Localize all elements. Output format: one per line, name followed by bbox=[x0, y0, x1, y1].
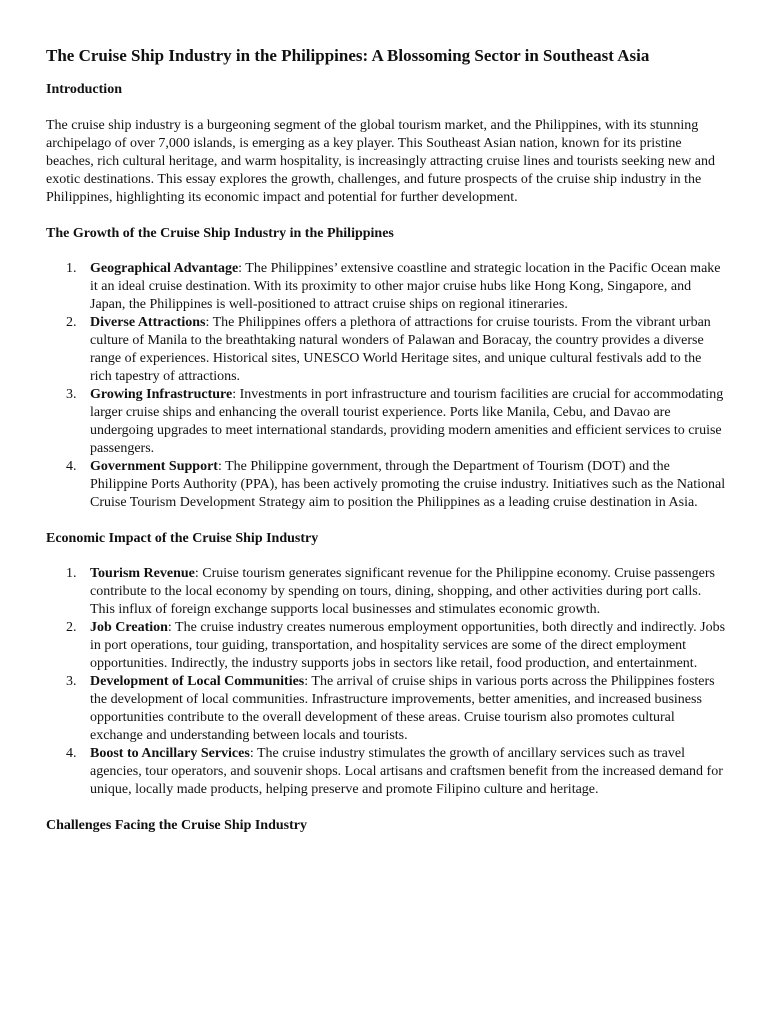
list-item-number: 3. bbox=[66, 387, 77, 402]
list-item-number: 4. bbox=[66, 746, 77, 761]
economic-section-heading: Economic Impact of the Cruise Ship Industry bbox=[46, 531, 319, 546]
list-item bbox=[46, 565, 726, 619]
list-item bbox=[46, 458, 726, 512]
list-item bbox=[46, 314, 726, 386]
list-item-number: 2. bbox=[66, 620, 77, 635]
list-item-text: : The Philippines’ extensive coastline and strategic location in the Pacific Ocean make it an ideal cruise destination. With its proximity to other major cruise hubs like Hong Kong, Singapore, and Japan, the Philippines is well-positioned to attract cruise ships on regional itineraries. bbox=[90, 261, 721, 312]
list-item bbox=[46, 386, 726, 458]
list-item bbox=[46, 673, 726, 745]
list-item-term: Diverse Attractions bbox=[90, 315, 206, 330]
list-item-term: Boost to Ancillary Services bbox=[90, 746, 250, 761]
list-item-text: : Investments in port infrastructure and tourism facilities are crucial for accommodating larger cruise ships and enhancing the overall tourist experience. Ports like Manila, Cebu, and Davao are undergoing upgrades to meet international standards, providing modern amenities and efficient services to cruise passengers. bbox=[90, 387, 724, 456]
list-item-term: Job Creation bbox=[90, 620, 168, 635]
list-item-term: Government Support bbox=[90, 459, 218, 474]
list-item-number: 4. bbox=[66, 459, 77, 474]
list-item bbox=[46, 619, 726, 673]
introduction-paragraph: The cruise ship industry is a burgeoning segment of the global tourism market, and the Philippines, with its stunning archipelago of over 7,000 islands, is emerging as a key player. This Southeast Asian nation, known for its pristine beaches, rich cultural heritage, and warm hospitality, is increasingly attracting cruise lines and tourists seeking new and exotic destinations. This essay explores the growth, challenges, and future prospects of the cruise ship industry in the Philippines, highlighting its economic impact and potential for further development. bbox=[46, 118, 715, 205]
document-page bbox=[46, 44, 726, 836]
document-title: The Cruise Ship Industry in the Philippines: A Blossoming Sector in Southeast Asia bbox=[46, 46, 650, 65]
list-item-text: : The Philippines offers a plethora of attractions for cruise tourists. From the vibrant urban culture of Manila to the breathtaking natural wonders of Palawan and Boracay, the country provides a diverse range of experiences. Historical sites, UNESCO World Heritage sites, and unique cultural festivals add to the rich tapestry of attractions. bbox=[90, 315, 711, 384]
list-item-number: 1. bbox=[66, 566, 77, 581]
list-item-number: 2. bbox=[66, 315, 77, 330]
challenges-section-heading: Challenges Facing the Cruise Ship Industry bbox=[46, 818, 307, 833]
list-item-number: 3. bbox=[66, 674, 77, 689]
list-item-term: Development of Local Communities bbox=[90, 674, 305, 689]
list-item-text: : The arrival of cruise ships in various ports across the Philippines fosters the development of local communities. Infrastructure improvements, better amenities, and increased business opportunities contribute to the overall development of these areas. Cruise tourism also promotes cultural exchange and understanding between locals and tourists. bbox=[90, 674, 715, 743]
growth-section-heading: The Growth of the Cruise Ship Industry in the Philippines bbox=[46, 226, 394, 241]
list-item-term: Growing Infrastructure bbox=[90, 387, 233, 402]
list-item-term: Tourism Revenue bbox=[90, 566, 195, 581]
list-item-text: : Cruise tourism generates significant revenue for the Philippine economy. Cruise passengers contribute to the local economy by spending on tours, dining, shopping, and other activities during port calls. This influx of foreign exchange supports local businesses and stimulates economic growth. bbox=[90, 566, 715, 617]
list-item-number: 1. bbox=[66, 261, 77, 276]
list-item-term: Geographical Advantage bbox=[90, 261, 239, 276]
growth-list bbox=[46, 260, 726, 512]
list-item-text: : The cruise industry stimulates the growth of ancillary services such as travel agencies, tour operators, and souvenir shops. Local artisans and craftsmen benefit from the increased demand for unique, locally made products, helping preserve and promote Filipino culture and heritage. bbox=[90, 746, 723, 797]
introduction-heading: Introduction bbox=[46, 82, 122, 97]
economic-list bbox=[46, 565, 726, 799]
list-item-text: : The Philippine government, through the Department of Tourism (DOT) and the Philippine Ports Authority (PPA), has been actively promoting the cruise industry. Initiatives such as the National Cruise Tourism Development Strategy aim to position the Philippines as a leading cruise destination in Asia. bbox=[90, 459, 726, 510]
list-item bbox=[46, 745, 726, 799]
list-item bbox=[46, 260, 726, 314]
list-item-text: : The cruise industry creates numerous employment opportunities, both directly and indirectly. Jobs in port operations, tour guiding, transportation, and hospitality services are some of the direct employment opportunities. Indirectly, the industry supports jobs in sectors like retail, food production, and entertainment. bbox=[90, 620, 726, 671]
